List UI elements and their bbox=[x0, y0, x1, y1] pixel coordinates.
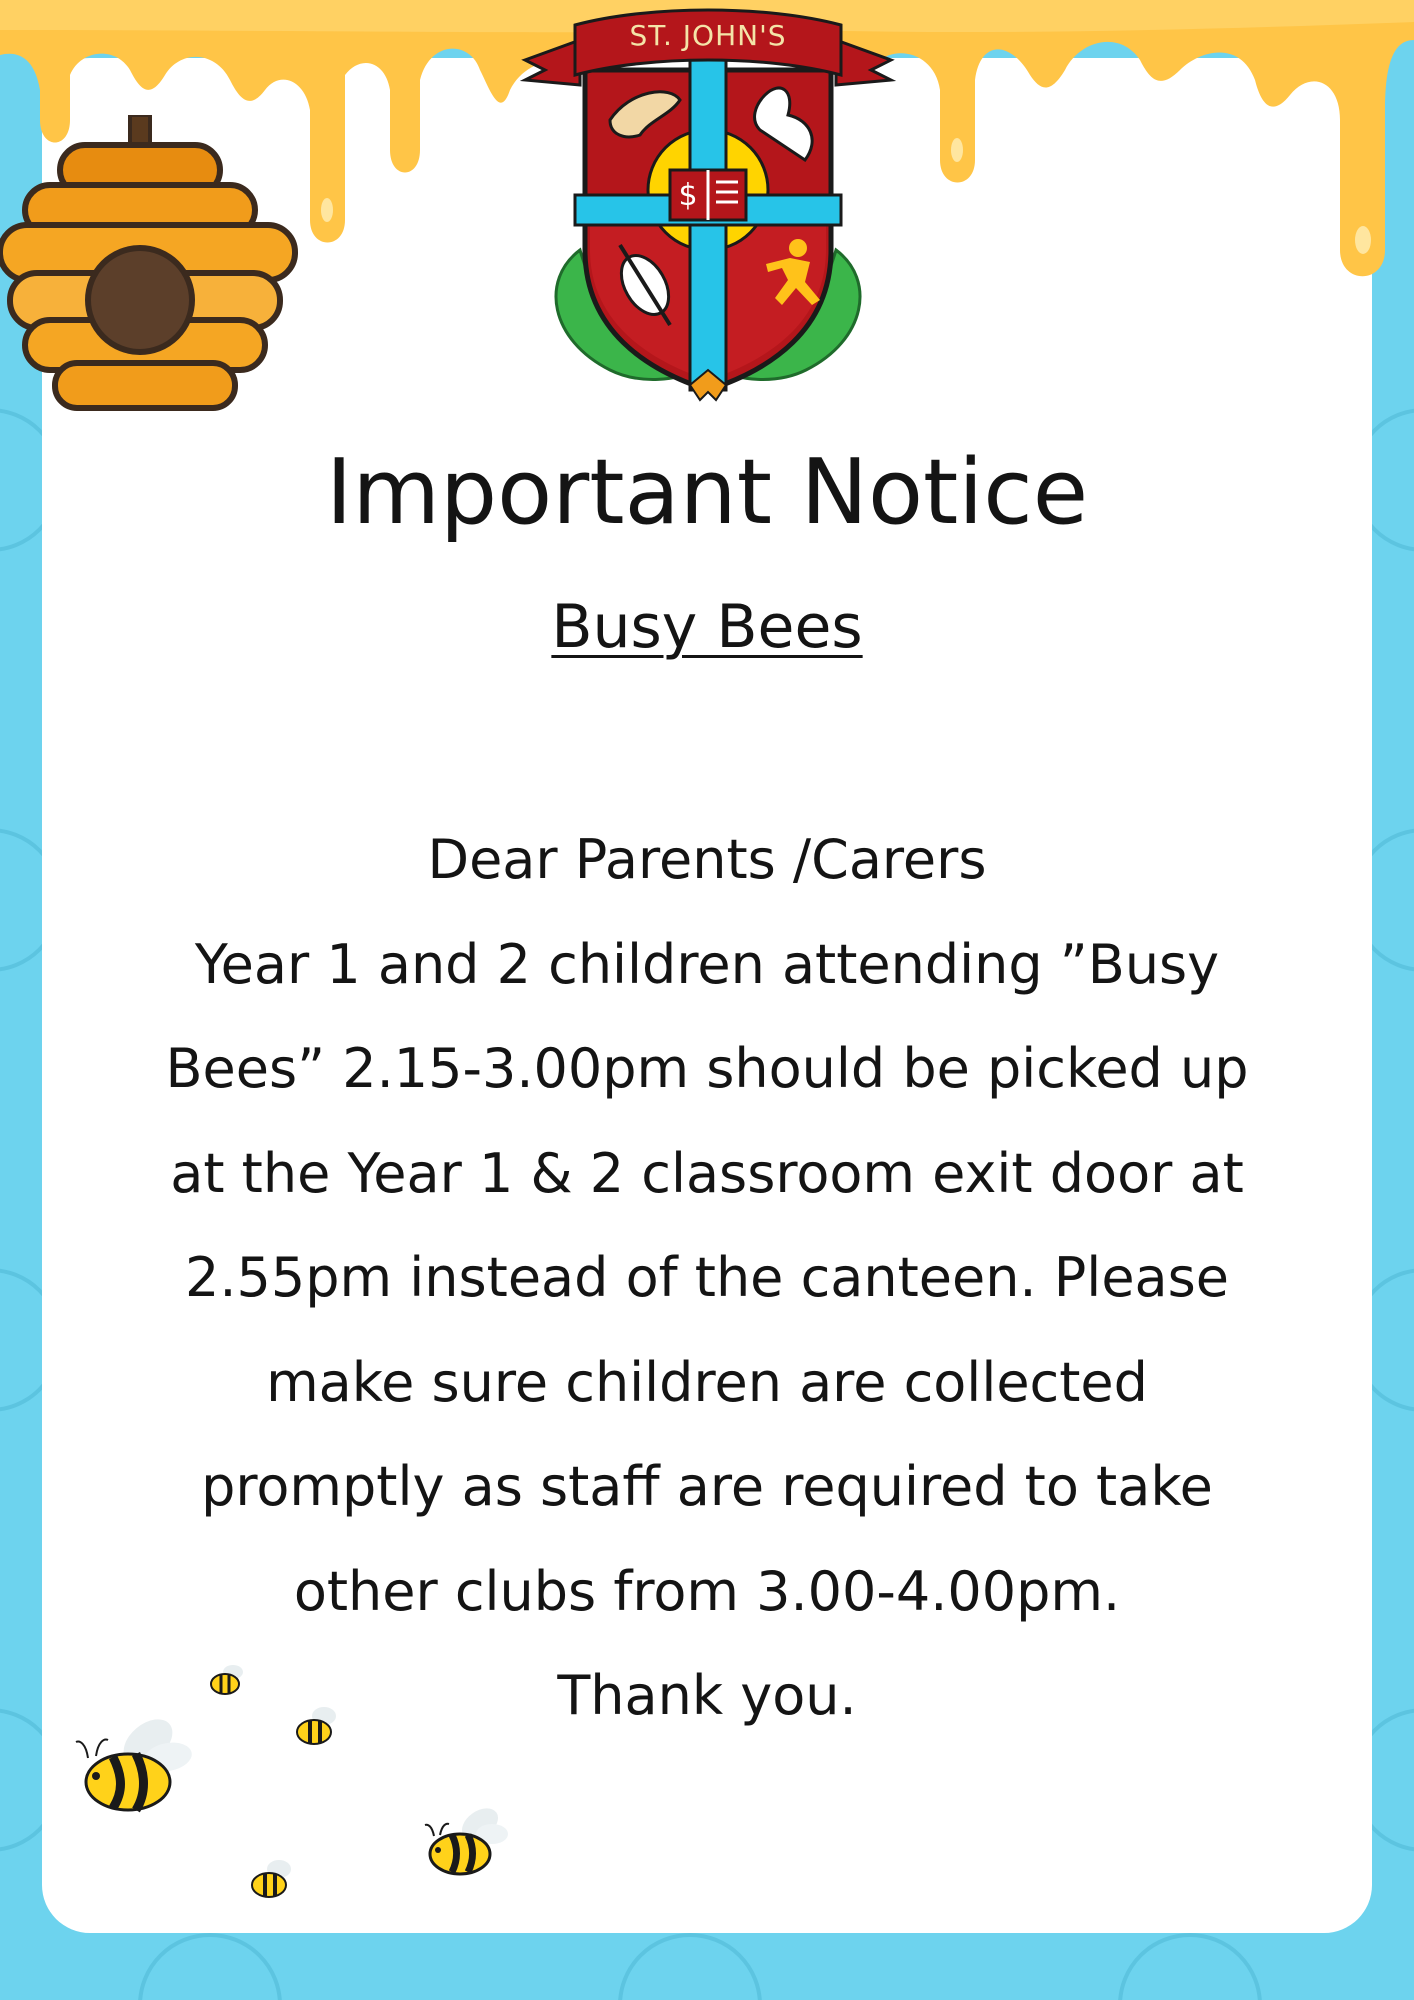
bee-icon bbox=[245, 1855, 295, 1903]
notice-subtitle: Busy Bees bbox=[551, 592, 863, 662]
svg-text:$: $ bbox=[678, 178, 698, 213]
body-line: promptly as staff are required to take bbox=[201, 1455, 1213, 1518]
greeting-line: Dear Parents /Carers bbox=[427, 828, 987, 891]
body-line: Bees” 2.15-3.00pm should be picked up bbox=[165, 1037, 1249, 1100]
body-line: other clubs from 3.00-4.00pm. bbox=[293, 1559, 1121, 1623]
bee-icon bbox=[290, 1702, 340, 1750]
notice-title: Important Notice bbox=[325, 440, 1089, 545]
school-crest-icon bbox=[520, 0, 896, 405]
body-line: Year 1 and 2 children attending ”Busy bbox=[194, 932, 1220, 996]
sign-off-line: Thank you. bbox=[557, 1664, 857, 1727]
bee-icon bbox=[205, 1660, 245, 1700]
body-line: 2.55pm instead of the canteen. Please bbox=[185, 1246, 1229, 1309]
crest-school-name: ST. JOHN'S bbox=[629, 19, 787, 52]
beehive-icon bbox=[0, 115, 300, 455]
body-line: at the Year 1 & 2 classroom exit door at bbox=[170, 1141, 1244, 1205]
notice-body bbox=[165, 808, 1249, 1749]
body-line: make sure children are collected bbox=[266, 1350, 1148, 1414]
bee-icon bbox=[68, 1712, 198, 1822]
bee-icon bbox=[420, 1802, 510, 1882]
